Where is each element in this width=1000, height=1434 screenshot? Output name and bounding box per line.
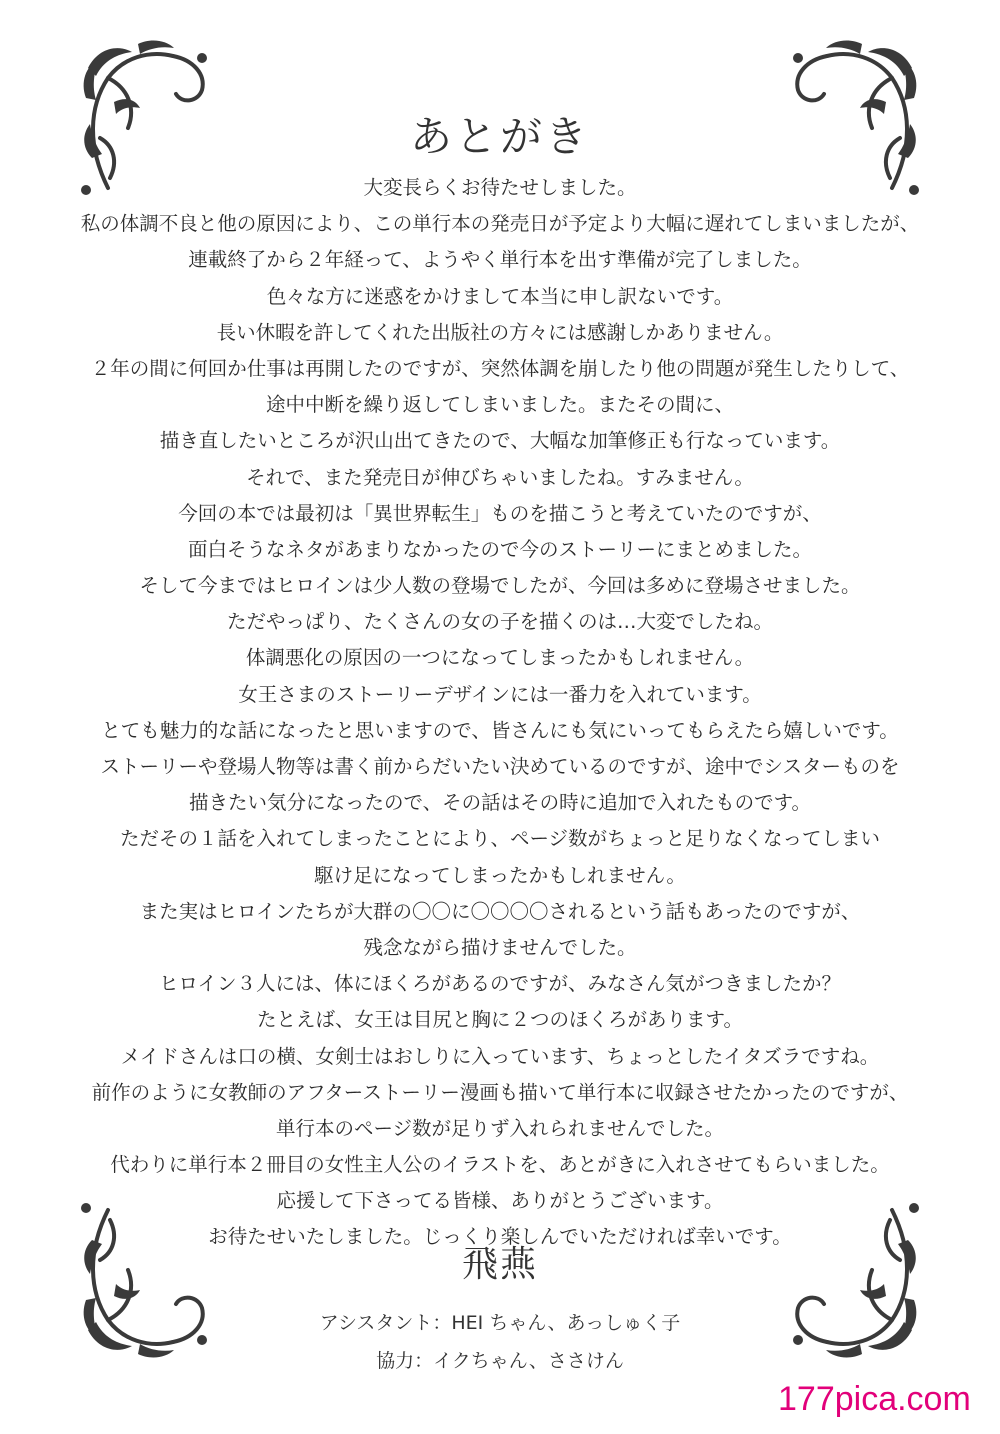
body-line: ２年の間に何回か仕事は再開したのですが、突然体調を崩したり他の問題が発生したりして、 <box>90 356 910 380</box>
body-line: とても魅力的な話になったと思いますので、皆さんにも気にいってもらえたら嬉しいです。 <box>101 718 899 742</box>
body-line: ヒロイン３人には、体にほくろがあるのですが、みなさん気がつきましたか？ <box>159 972 841 996</box>
body-line: 面白そうなネタがあまりなかったので今のストーリーにまとめました。 <box>187 537 812 561</box>
body-line: そして今まではヒロインは少人数の登場でしたが、今回は多めに登場させました。 <box>139 574 861 598</box>
body-line: 前作のように女教師のアフターストーリー漫画も描いて単行本に収録させたかったのですが、 <box>91 1080 909 1104</box>
afterword-body <box>40 170 960 1256</box>
body-line: 女王さまのストーリーデザインには一番力を入れています。 <box>238 682 762 706</box>
cooperation-credit: 協力：イクちゃん、ささけん <box>376 1350 624 1372</box>
body-line: ストーリーや登場人物等は書く前からだいたい決めているのですが、途中でシスターものを <box>100 755 900 778</box>
site-watermark: 177pica.com <box>778 1380 971 1418</box>
body-line: 描きたい気分になったので、その話はその時に追加で入れたものです。 <box>188 791 812 815</box>
body-line: また実はヒロインたちが大群の〇〇に〇〇〇〇されるという話もあったのですが、 <box>139 899 861 923</box>
body-line: メイドさんは口の横、女剣士はおしりに入っています、ちょっとしたイタズラですね。 <box>120 1044 880 1068</box>
body-line: 代わりに単行本２冊目の女性主人公のイラストを、あとがきに入れさせてもらいました。 <box>110 1153 890 1177</box>
body-line: 駆け足になってしまったかもしれません。 <box>314 863 686 887</box>
body-line: 残念ながら描けませんでした。 <box>363 935 637 959</box>
body-line: たとえば、女王は目尻と胸に２つのほくろがあります。 <box>257 1008 743 1032</box>
body-line: ただやっぱり、たくさんの女の子を描くのは…大変でしたね。 <box>226 610 773 634</box>
body-line: 長い休暇を許してくれた出版社の方々には感謝しかありません。 <box>216 320 784 344</box>
body-line: 連載終了から２年経って、ようやく単行本を出す準備が完了しました。 <box>188 248 812 272</box>
body-line: 私の体調不良と他の原因により、この単行本の発売日が予定より大幅に遅れてしまいましたが、 <box>80 212 920 236</box>
body-line: 色々な方に迷惑をかけまして本当に申し訳ないです。 <box>266 284 734 308</box>
body-line: 単行本のページ数が足りず入れられませんでした。 <box>275 1116 725 1140</box>
body-line: 描き直したいところが沢山出てきたので、大幅な加筆修正も行なっています。 <box>159 429 841 453</box>
author-signature: 飛燕 <box>461 1244 538 1285</box>
body-line: 大変長らくお待たせしました。 <box>363 176 637 199</box>
assistant-credit: アシスタント：HEI ちゃん、あっしゅく子 <box>319 1312 681 1334</box>
body-line: それで、また発売日が伸びちゃいましたね。すみません。 <box>246 465 754 489</box>
body-line: ただその１話を入れてしまったことにより、ページ数がちょっと足りなくなってしまい <box>119 827 881 851</box>
body-line: 応援して下さってる皆様、ありがとうございます。 <box>276 1189 724 1213</box>
page-title: あとがき <box>409 112 590 161</box>
body-line: 途中中断を繰り返してしまいました。またその間に、 <box>265 393 734 417</box>
body-line: お待たせいたしました。じっくり楽しんでいただければ幸いです。 <box>208 1225 792 1249</box>
body-line: 今回の本では最初は「異世界転生」ものを描こうと考えていたのですが、 <box>178 501 822 525</box>
body-line: 体調悪化の原因の一つになってしまったかもしれません。 <box>245 646 755 670</box>
